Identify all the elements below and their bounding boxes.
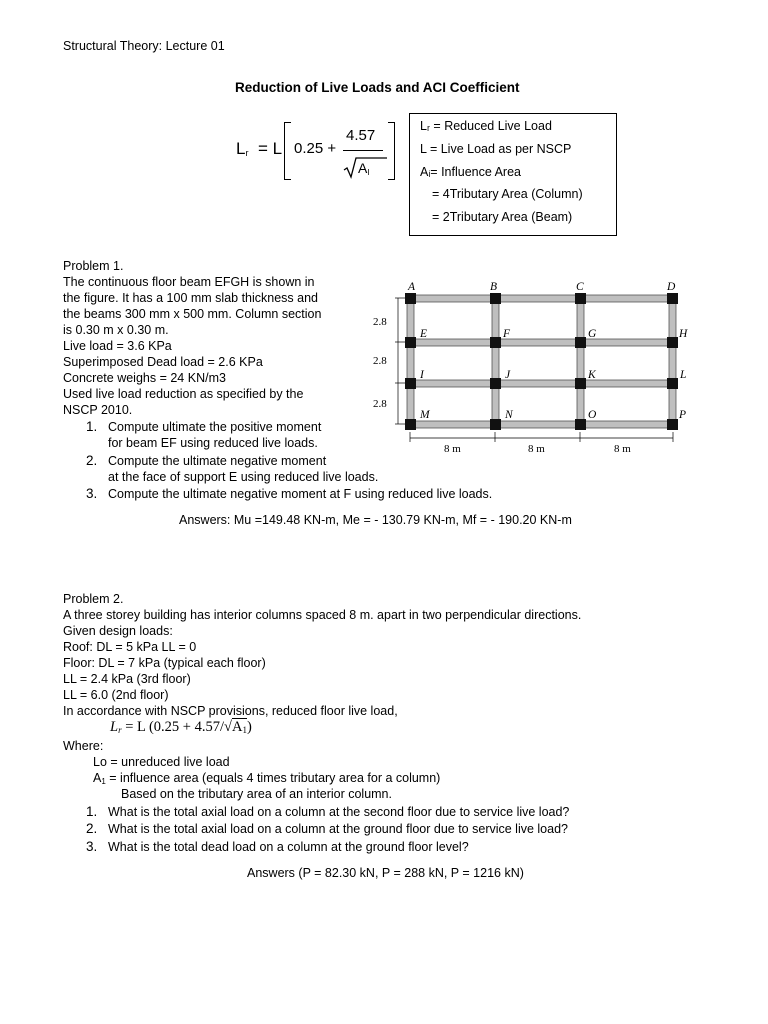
problem1-answers: Answers: Mu =149.48 KN-m, Me = - 130.79 KN-m, Mf = - 190.20 KN-m (179, 513, 572, 527)
problem1-line: Concrete weighs = 24 KN/m3 (63, 371, 226, 385)
legend-column: = 4Tributary Area (Column) (432, 187, 583, 201)
legend-influence-area: Aᵢ= Influence Area (420, 165, 521, 179)
problem1-heading: Problem 1. (63, 259, 124, 273)
problem2-line: Roof: DL = 5 kPa LL = 0 (63, 640, 197, 654)
formula-constant: 0.25 + (294, 140, 337, 157)
node-label: J (505, 369, 511, 381)
problem2-q2: What is the total axial load on a column at the ground floor due to service live load? (108, 822, 568, 836)
formula-denominator: $A_I$ (358, 160, 370, 177)
formula-lhs: $L_r$ (236, 139, 249, 158)
columns (405, 293, 678, 430)
problem2-lo: Lo = unreduced live load (93, 755, 230, 769)
problem2-line: In accordance with NSCP provisions, reduced floor live load, (63, 704, 398, 718)
node-label: H (679, 328, 688, 340)
problem1-q2-number: 2. (86, 453, 98, 468)
problem1-q1: Compute ultimate the positive moment (108, 420, 322, 434)
problem2-q1: What is the total axial load on a column at the second floor due to service live load? (108, 805, 570, 819)
node-label: G (588, 328, 597, 340)
node-label: A (408, 281, 416, 293)
problem1-line: NSCP 2010. (63, 403, 133, 417)
page-header: Structural Theory: Lecture 01 (63, 39, 225, 53)
problem2-line: Floor: DL = 7 kPa (typical each floor) (63, 656, 266, 670)
fraction-bar (343, 150, 383, 151)
reduction-formula (236, 120, 401, 190)
node-label: D (667, 281, 676, 293)
problem1-line: the figure. It has a 100 mm slab thickness and (63, 291, 318, 305)
node-label: C (576, 281, 584, 293)
dimension-label: 2.8 (373, 355, 387, 367)
problem1-q3-number: 3. (86, 486, 98, 501)
problem2-q2-number: 2. (86, 821, 98, 836)
dimension-label: 8 m (444, 443, 461, 455)
problem1-line: Live load = 3.6 KPa (63, 339, 172, 353)
framing-plan-figure (368, 276, 698, 460)
problem2-line: LL = 2.4 kPa (3rd floor) (63, 672, 191, 686)
problem1-q3: Compute the ultimate negative moment at F using reduced live loads. (108, 487, 493, 501)
problem2-a1: $A_1$ = influence area (equals 4 times tributary area for a column) (93, 771, 441, 786)
problem2-line: A three storey building has interior columns spaced 8 m. apart in two perpendicular directions. (63, 608, 582, 622)
bracket-left (284, 122, 291, 180)
legend-box (409, 113, 617, 236)
problem2-where: Where: (63, 739, 104, 753)
problem1-line: Superimposed Dead load = 2.6 KPa (63, 355, 263, 369)
node-label: N (505, 409, 513, 421)
dimension-label: 2.8 (373, 398, 387, 410)
problem1-line: The continuous floor beam EFGH is shown in (63, 275, 315, 289)
node-label: L (680, 369, 687, 381)
problem1-q1-cont: for beam EF using reduced live loads. (108, 436, 318, 450)
problem1-q2-cont: at the face of support E using reduced live loads. (108, 470, 379, 484)
beams (407, 295, 677, 428)
problem2-q3-number: 3. (86, 839, 98, 854)
problem1-line: is 0.30 m x 0.30 m. (63, 323, 169, 337)
legend-reduced-live-load: Lᵣ = Reduced Live Load (420, 119, 552, 133)
node-label: B (490, 281, 498, 293)
problem2-answers: Answers (P = 82.30 kN, P = 288 kN, P = 1216 kN) (247, 866, 524, 880)
bracket-right (388, 122, 395, 180)
formula-numerator: 4.57 (346, 127, 376, 144)
page-title: Reduction of Live Loads and ACI Coefficient (235, 80, 520, 95)
node-label: I (420, 369, 424, 381)
problem2-line: Given design loads: (63, 624, 173, 638)
node-label: O (588, 409, 597, 421)
problem2-q3: What is the total dead load on a column at the ground floor level? (108, 840, 469, 854)
node-label: P (679, 409, 687, 421)
problem2-based: Based on the tributary area of an interior column. (121, 787, 392, 801)
problem2-q1-number: 1. (86, 804, 98, 819)
problem2-line: LL = 6.0 (2nd floor) (63, 688, 169, 702)
problem1-q2: Compute the ultimate negative moment (108, 454, 327, 468)
node-label: M (420, 409, 430, 421)
problem1-line: the beams 300 mm x 500 mm. Column section (63, 307, 322, 321)
problem1-line: Used live load reduction as specified by the (63, 387, 304, 401)
node-label: F (503, 328, 511, 340)
legend-live-load: L = Live Load as per NSCP (420, 142, 572, 156)
problem2-equation: $L_r = L$ $(0.25 + 4.57/√A_1)$ (110, 719, 252, 735)
dimension-label: 8 m (614, 443, 631, 455)
node-label: K (588, 369, 596, 381)
formula-eq: = L (258, 139, 283, 158)
node-label: E (420, 328, 428, 340)
dimension-label: 2.8 (373, 316, 387, 328)
dimension-label: 8 m (528, 443, 545, 455)
problem2-heading: Problem 2. (63, 592, 124, 606)
problem1-q1-number: 1. (86, 419, 98, 434)
legend-beam: = 2Tributary Area (Beam) (432, 210, 573, 224)
